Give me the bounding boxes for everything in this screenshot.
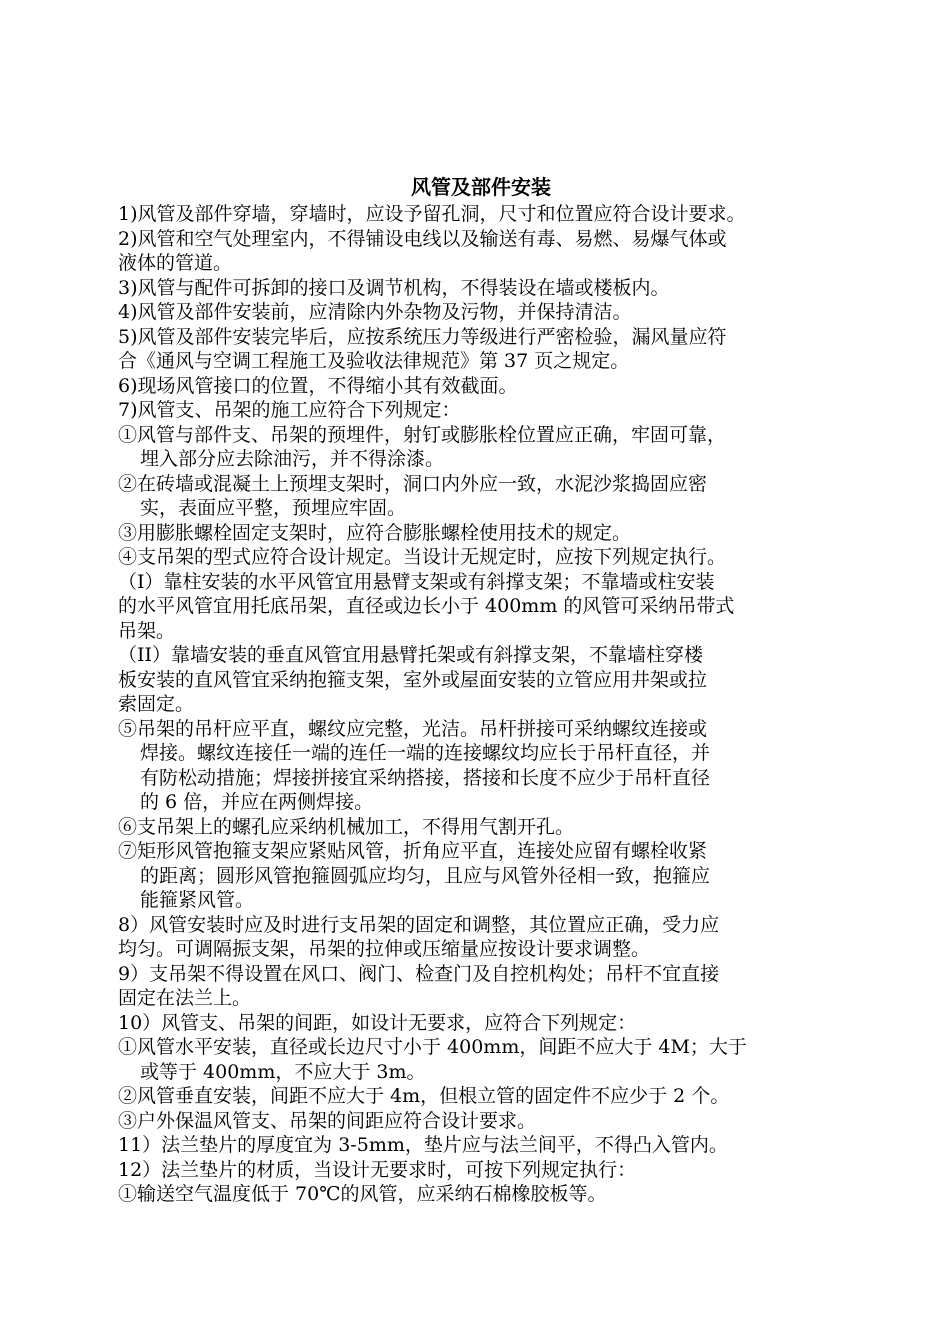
paragraph xyxy=(118,1133,844,1158)
paragraph-line: 能箍紧风管。 xyxy=(140,889,255,911)
paragraph-line: 2)风管和空气处理室内，不得铺设电线以及输送有毒、易燃、易爆气体或 xyxy=(118,227,727,250)
paragraph-line: （I）靠柱安装的水平风管宜用悬臂支架或有斜撑支架；不靠墙或柱安装 xyxy=(118,570,715,593)
paragraph-line: 板安装的直风管宜采纳抱箍支架，室外或屋面安装的立管应用井架或拉 xyxy=(118,668,708,691)
paragraph-line: 埋入部分应去除油污，并不得涂漆。 xyxy=(140,448,445,470)
paragraph-line: 3)风管与配件可拆卸的接口及调节机构，不得装设在墙或楼板内。 xyxy=(118,276,670,299)
paragraph-line: ①风管水平安装，直径或长边尺寸小于 400mm，间距不应大于 4M；大于 xyxy=(118,1036,747,1058)
paragraph xyxy=(118,1182,844,1207)
paragraph-line: ③用膨胀螺栓固定支架时，应符合膨胀螺栓使用技术的规定。 xyxy=(118,521,632,544)
paragraph-line: 吊架。 xyxy=(118,619,176,642)
paragraph-line: ⑤吊架的吊杆应平直，螺纹应完整，光洁。吊杆拼接可采纳螺纹连接或 xyxy=(118,717,708,740)
paragraph xyxy=(118,276,844,301)
paragraph-line: 7)风管支、吊架的施工应符合下列规定： xyxy=(118,399,461,421)
paragraph-line: 索固定。 xyxy=(118,693,195,715)
paragraph-line: 有防松动措施；焊接拼接宜采纳搭接，搭接和长度不应少于吊杆直径 xyxy=(140,766,711,789)
paragraph xyxy=(118,227,844,276)
paragraph-line: 液体的管道。 xyxy=(118,252,233,274)
paragraph-line: ②风管垂直安装，间距不应大于 4m，但根立管的固定件不应少于 2 个。 xyxy=(118,1085,730,1107)
paragraph xyxy=(118,1109,844,1134)
paragraph xyxy=(118,815,844,840)
paragraph xyxy=(118,423,844,472)
paragraph-line: 的水平风管宜用托底吊架，直径或边长小于 400mm 的风管可采纳吊带式 xyxy=(118,595,735,617)
paragraph-line: ④支吊架的型式应符合设计规定。当设计无规定时，应按下列规定执行。 xyxy=(118,546,727,568)
document-title: 风管及部件安装 xyxy=(411,175,551,199)
paragraph xyxy=(118,472,844,521)
paragraph-line: ②在砖墙或混凝土上预埋支架时，洞口内外应一致，水泥沙浆捣固应密 xyxy=(118,472,708,495)
paragraph xyxy=(118,202,844,227)
paragraph xyxy=(118,913,844,962)
paragraph-line: 8）风管安装时应及时进行支吊架的固定和调整，其位置应正确，受力应 xyxy=(118,913,720,936)
paragraph-line: 5)风管及部件安装完毕后，应按系统压力等级进行严密检验，漏风量应符 xyxy=(118,325,727,348)
document-page xyxy=(118,172,844,1207)
paragraph xyxy=(118,521,844,546)
paragraph-line: ③户外保温风管支、吊架的间距应符合设计要求。 xyxy=(118,1109,537,1132)
paragraph-line: 9）支吊架不得设置在风口、阀门、检查门及自控机构处；吊杆不宜直接 xyxy=(118,962,720,985)
paragraph-line: 合《通风与空调工程施工及验收法律规范》第 37 页之规定。 xyxy=(118,350,630,372)
paragraph-line: 12）法兰垫片的材质，当设计无要求时，可按下列规定执行： xyxy=(118,1158,637,1181)
paragraph-line: 的距离；圆形风管抱箍圆弧应均匀，且应与风管外径相一致，抱箍应 xyxy=(140,864,711,887)
paragraph xyxy=(118,398,844,423)
paragraph-line: 11）法兰垫片的厚度宜为 3-5mm，垫片应与法兰间平，不得凸入管内。 xyxy=(118,1134,728,1156)
paragraph xyxy=(118,1158,844,1183)
paragraph-line: ①输送空气温度低于 70℃的风管，应采纳石棉橡胶板等。 xyxy=(118,1183,607,1205)
paragraph-line: 10）风管支、吊架的间距，如设计无要求，应符合下列规定： xyxy=(118,1011,637,1034)
paragraph xyxy=(118,570,844,644)
paragraph-line: 焊接。螺纹连接任一端的连任一端的连接螺纹均应长于吊杆直径，并 xyxy=(140,742,711,764)
paragraph-line: （II）靠墙安装的垂直风管宜用悬臂托架或有斜撑支架，不靠墙柱穿楼 xyxy=(118,644,704,666)
paragraph xyxy=(118,325,844,374)
paragraph xyxy=(118,962,844,1011)
paragraph xyxy=(118,1084,844,1109)
paragraph-line: 1)风管及部件穿墙，穿墙时，应设予留孔洞，尺寸和位置应符合设计要求。 xyxy=(118,203,746,225)
document-body xyxy=(118,202,844,1207)
paragraph-line: 的 6 倍，并应在两侧焊接。 xyxy=(140,791,374,813)
paragraph-line: 实，表面应平整，预埋应牢固。 xyxy=(140,497,407,519)
paragraph xyxy=(118,374,844,399)
paragraph-line: 固定在法兰上。 xyxy=(118,987,252,1009)
paragraph-line: ⑥支吊架上的螺孔应采纳机械加工，不得用气割开孔。 xyxy=(118,815,575,838)
paragraph xyxy=(118,839,844,913)
paragraph-line: 4)风管及部件安装前，应清除内外杂物及污物，并保持清洁。 xyxy=(118,301,632,323)
paragraph xyxy=(118,1011,844,1036)
paragraph xyxy=(118,717,844,815)
paragraph-line: ①风管与部件支、吊架的预埋件，射钉或膨胀栓位置应正确，牢固可靠， xyxy=(118,423,727,446)
paragraph-line: ⑦矩形风管抱箍支架应紧贴风管，折角应平直，连接处应留有螺栓收紧 xyxy=(118,840,708,862)
paragraph-line: 或等于 400mm，不应大于 3m。 xyxy=(140,1060,426,1083)
paragraph xyxy=(118,643,844,717)
paragraph xyxy=(118,1035,844,1084)
paragraph xyxy=(118,300,844,325)
paragraph xyxy=(118,545,844,570)
paragraph-line: 6)现场风管接口的位置，不得缩小其有效截面。 xyxy=(118,374,518,397)
paragraph-line: 均匀。可调隔振支架，吊架的拉伸或压缩量应按设计要求调整。 xyxy=(118,938,651,960)
